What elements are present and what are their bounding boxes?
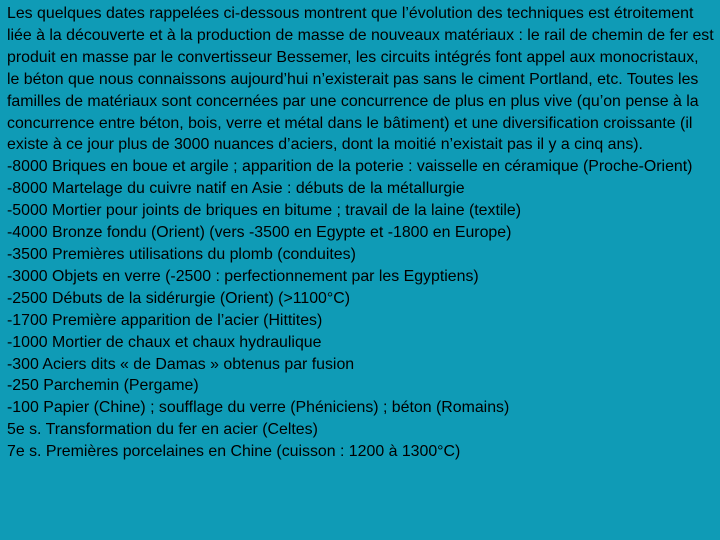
timeline-item: -1000 Mortier de chaux et chaux hydraulique: [7, 333, 322, 351]
timeline-item: 7e s. Premières porcelaines en Chine (cuisson : 1200 à 1300°C): [7, 443, 461, 461]
timeline-item: 5e s. Transformation du fer en acier (Celtes): [7, 421, 318, 439]
timeline-item: -300 Aciers dits « de Damas » obtenus par fusion: [7, 355, 355, 373]
timeline-list: [7, 156, 715, 463]
timeline-item: -8000 Briques en boue et argile ; apparition de la poterie : vaisselle en céramique (Proche-Orient): [7, 158, 693, 176]
timeline-item: -3500 Premières utilisations du plomb (conduites): [7, 245, 356, 263]
timeline-item: -4000 Bronze fondu (Orient) (vers -3500 en Egypte et -1800 en Europe): [7, 224, 512, 242]
timeline-item: -5000 Mortier pour joints de briques en bitume ; travail de la laine (textile): [7, 202, 522, 220]
timeline-item: -8000 Martelage du cuivre natif en Asie : débuts de la métallurgie: [7, 180, 465, 198]
timeline-item: -2500 Débuts de la sidérurgie (Orient) (>1100°C): [7, 289, 351, 307]
intro-paragraph: Les quelques dates rappelées ci-dessous montrent que l’évolution des techniques est étroitement liée à la découverte et à la production de masse de nouveaux matériaux : le rail de chemin de fer est produit en masse par le convertisseur Bessemer, les circuits intégrés font appel aux monocristaux, le béton que nous connaissons aujourd’hui n’existerait pas sans le ciment Portland, etc. Toutes les familles de matériaux sont concernées par une concurrence de plus en plus vive (qu’on pense à la concurrence entre béton, bois, verre et métal dans le bâtiment) et une diversification croissante (il existe à ce jour plus de 3000 nuances d’aciers, dont la moitié n’existait pas il y a cinq ans).: [7, 5, 714, 154]
timeline-item: -3000 Objets en verre (-2500 : perfectionnement par les Egyptiens): [7, 267, 479, 285]
timeline-item: -1700 Première apparition de l’acier (Hittites): [7, 311, 323, 329]
timeline-item: -250 Parchemin (Pergame): [7, 377, 199, 395]
timeline-item: -100 Papier (Chine) ; soufflage du verre (Phéniciens) ; béton (Romains): [7, 399, 510, 417]
slide-text-block: [7, 3, 715, 463]
